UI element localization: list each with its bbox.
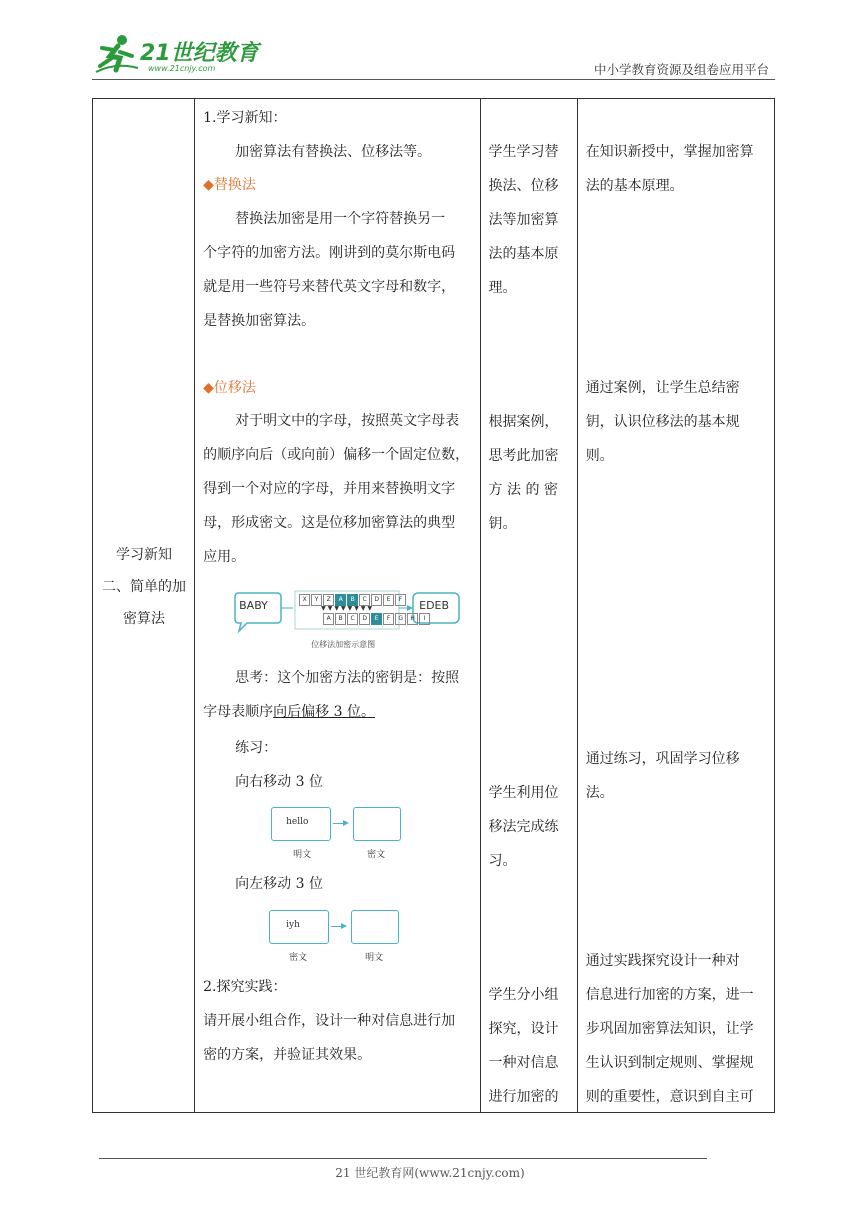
stage-line: 密算法 [123, 611, 165, 627]
letter-cell: E [371, 613, 382, 625]
paragraph-line: 密的方案，并验证其效果。 [203, 1047, 372, 1063]
student-line: 方 法 的 密 [488, 482, 558, 498]
exercise1-input-box [271, 807, 331, 841]
table-row [93, 99, 775, 1113]
letter-cell: D [359, 613, 370, 625]
paragraph-line: 母，形成密文。这是位移加密算法的典型 [203, 515, 456, 531]
platform-title: 中小学教育资源及组卷应用平台 [593, 62, 769, 77]
stage-line: 二、简单的加 [102, 579, 186, 595]
right-shift-instruction: 向右移动 3 位 [235, 774, 323, 790]
paragraph-line: 替换法加密是用一个字符替换另一 [235, 211, 446, 227]
intent-line: 在知识新授中，掌握加密算 [585, 144, 754, 160]
exercise2-input-box [269, 910, 329, 944]
exercise1-output-label: 密文 [367, 850, 386, 860]
student-line: 法的基本原 [488, 246, 559, 262]
think-answer: 向后偏移 3 位。 [273, 704, 375, 720]
think-line: 思考：这个加密方法的密钥是：按照 [235, 670, 460, 686]
think-line-2 [203, 695, 375, 729]
student-line: 理。 [488, 280, 517, 296]
intent-line: 通过案例，让学生总结密 [585, 380, 740, 396]
paragraph-line: 请开展小组合作，设计一种对信息进行加 [203, 1013, 456, 1029]
letter-cell: I [419, 613, 430, 625]
site-logo [92, 30, 262, 80]
student-line: 一种对信息 [488, 1055, 559, 1071]
letter-cell: B [335, 613, 346, 625]
left-shift-instruction: 向左移动 3 位 [235, 876, 323, 892]
alphabet-bottom-row [323, 613, 431, 625]
student-line: 学生学习替 [488, 144, 559, 160]
stage-label [93, 539, 195, 635]
intent-line: 则。 [585, 448, 614, 464]
exercise2-input-label: 密文 [289, 953, 308, 963]
plaintext-word: BABY [239, 599, 268, 612]
intent-line: 钥，认识位移法的基本规 [585, 414, 740, 430]
header-divider [92, 79, 775, 80]
letter-cell: Z [323, 594, 334, 606]
section-heading: 2.探究实践： [203, 979, 287, 995]
paragraph-line: 的顺序向后（或向前）偏移一个固定位数， [203, 447, 470, 463]
think-prefix: 字母表顺序 [203, 704, 274, 720]
intent-line: 通过实践探究设计一种对 [585, 953, 740, 969]
student-line: 学生利用位 [488, 785, 559, 801]
stage-line: 学习新知 [116, 547, 172, 563]
shift-diagram [233, 589, 465, 653]
paragraph-line: 对于明文中的字母，按照英文字母表 [235, 413, 460, 429]
content-cell [195, 99, 480, 1113]
diagram-caption: 位移法加密示意图 [311, 640, 376, 649]
paragraph-line: 是替换加密算法。 [203, 313, 316, 329]
letter-cell: B [347, 594, 358, 606]
letter-cell: Y [311, 594, 322, 606]
paragraph: 加密算法有替换法、位移法等。 [235, 144, 432, 160]
letter-cell: C [347, 613, 358, 625]
page-header [92, 30, 775, 82]
footer-divider [99, 1158, 707, 1159]
letter-cell: D [371, 594, 382, 606]
design-intent-cell [577, 99, 774, 1113]
paragraph-line: 个字符的加密方法。刚讲到的莫尔斯电码 [203, 245, 456, 261]
letter-cell: G [395, 613, 406, 625]
exercise1-input-label: 明文 [293, 850, 312, 860]
student-line: 习。 [488, 853, 517, 869]
exercise1-answer-box[interactable] [353, 807, 401, 841]
letter-cell: A [323, 613, 334, 625]
paragraph-line: 就是用一些符号来替代英文字母和数字， [203, 279, 456, 295]
intent-line: 法的基本原理。 [585, 178, 684, 194]
ciphertext-word: EDEB [419, 599, 450, 612]
shift-arrows: ▼▼▼▼▼▼▼▼ [321, 605, 375, 612]
subheading-shift: ◆位移法 [203, 380, 256, 396]
letter-cell: C [359, 594, 370, 606]
student-line: 钥。 [488, 516, 517, 532]
intent-line: 通过练习，巩固学习位移 [585, 751, 740, 767]
lesson-table [92, 98, 775, 1113]
logo-url: www.21cnjy.com [148, 64, 216, 73]
letter-cell: X [299, 594, 310, 606]
exercise2-output-label: 明文 [365, 953, 384, 963]
section-heading: 1.学习新知： [203, 110, 287, 126]
student-line: 根据案例， [488, 414, 559, 430]
letter-cell: H [407, 613, 418, 625]
letter-cell: E [383, 594, 394, 606]
practice-label: 练习： [235, 740, 278, 756]
intent-line: 生认识到制定规则、掌握规 [585, 1055, 754, 1071]
exercise1-input: hello [286, 817, 309, 827]
exercise2-answer-box[interactable] [351, 910, 399, 944]
exercise2-input: iyh [286, 920, 300, 930]
intent-line: 则的重要性，意识到自主可 [585, 1089, 754, 1105]
student-line: 移法完成练 [488, 819, 559, 835]
runner-logo-icon [92, 32, 140, 76]
student-line: 探究，设计 [488, 1021, 559, 1037]
student-activity-cell [480, 99, 577, 1113]
paragraph-line: 得到一个对应的字母，并用来替换明文字 [203, 481, 456, 497]
arrow-right-icon [331, 926, 345, 927]
intent-line: 法。 [585, 785, 614, 801]
logo-text: 21世纪教育 [140, 41, 259, 66]
letter-cell: F [395, 594, 406, 606]
intent-line: 信息进行加密的方案，进一 [585, 987, 754, 1003]
student-line: 学生分小组 [488, 987, 559, 1003]
subheading-substitution: ◆替换法 [203, 177, 256, 193]
letter-cell: A [335, 594, 346, 606]
intent-line: 步巩固加密算法知识，让学 [585, 1021, 754, 1037]
student-line: 换法、位移 [488, 178, 559, 194]
student-line: 进行加密的 [488, 1089, 559, 1105]
paragraph-line: 应用。 [203, 549, 246, 565]
page-footer: 21 世纪教育网(www.21cnjy.com) [335, 1166, 525, 1180]
arrow-right-icon [333, 823, 347, 824]
stage-cell [93, 99, 195, 1113]
letter-cell: F [383, 613, 394, 625]
student-line: 思考此加密 [488, 448, 559, 464]
student-line: 法等加密算 [488, 212, 559, 228]
